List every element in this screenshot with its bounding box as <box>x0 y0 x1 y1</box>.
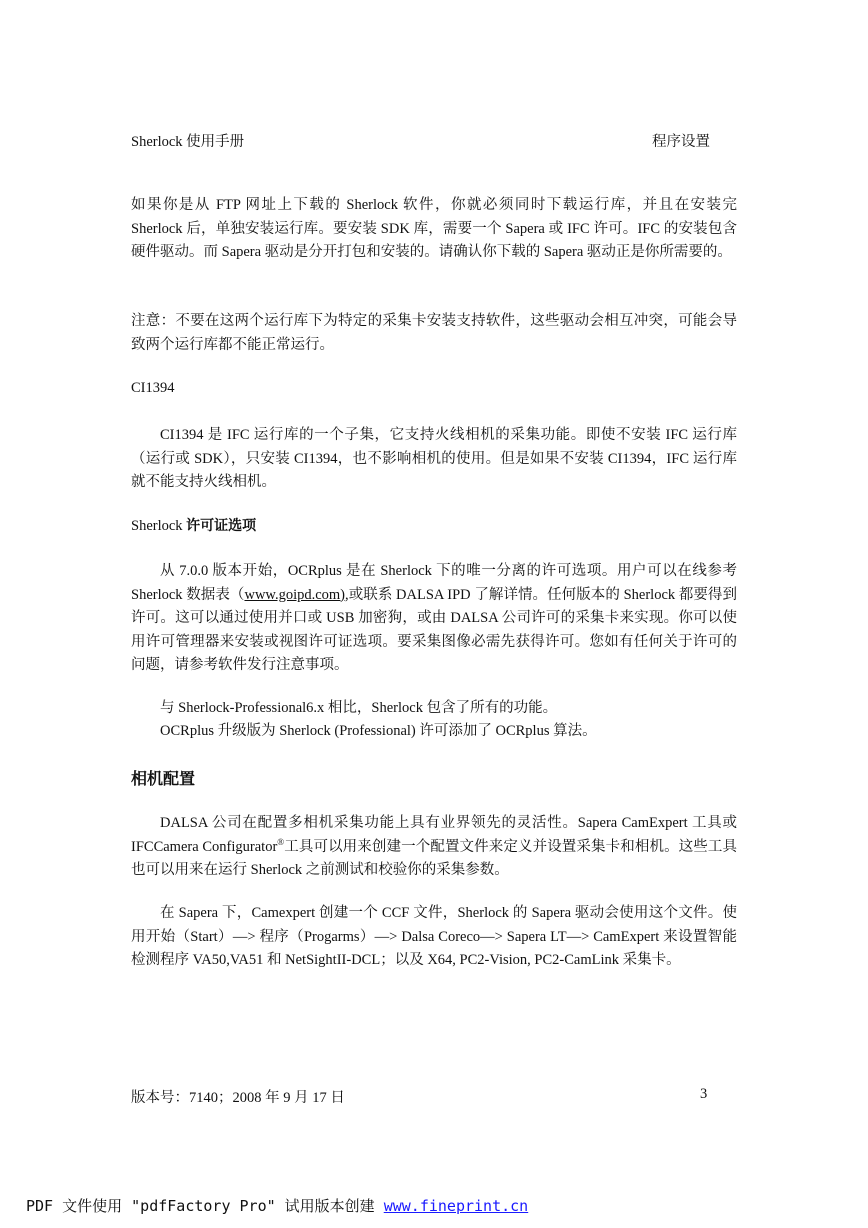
goipd-link[interactable]: www.goipd.com) <box>244 586 346 603</box>
ocrplus-upgrade-line: OCRplus 升级版为 Sherlock (Professional) 许可添加了 OCRplus 算法。 <box>160 723 597 739</box>
paragraph-camera-config <box>131 812 737 883</box>
camera-config-heading: 相机配置 <box>131 769 196 788</box>
license-heading-label: 许可证选项 <box>186 518 257 534</box>
paragraph-note: 注意：不要在这两个运行库下为特定的采集卡安装支持软件，这些驱动会相互冲突，可能会导致两个运行库都不能正常运行。 <box>131 313 737 353</box>
pdf-factory-footer <box>26 1195 528 1216</box>
paragraph-camexpert: 在 Sapera 下，Camexpert 创建一个 CCF 文件，Sherlock 的 Sapera 驱动会使用这个文件。使用开始（Start）—> 程序（Progarms）—> Dalsa Coreco—> Sapera LT—> CamExpert 来设置智能检测程序 VA50,VA51 和 NetSightII-DCL；以及 X64, PC2-Vision, PC2-CamLink 采集卡。 <box>131 905 737 968</box>
version-footer: 版本号：7140；2008 年 9 月 17 日 <box>131 1090 345 1106</box>
page-number: 3 <box>700 1086 708 1102</box>
header-title: Sherlock 使用手册 <box>131 134 245 150</box>
license-text-2: ,或联系 DALSA IPD 了解详情。任何版本的 Sherlock 都要得到许可。这可以通过使用并口或 USB 加密狗，或由 DALSA 公司许可的采集卡来实现。你可以使用许可管理器来安装或视图许可证选项。要采集图像必需先获得许可。您如有任何关于许可的问题，请参考软件发行注意事项。 <box>131 586 737 673</box>
professional-comparison-line: 与 Sherlock-Professional6.x 相比，Sherlock 包含了所有的功能。 <box>160 700 558 716</box>
paragraph-ci1394: CI1394 是 IFC 运行库的一个子集，它支持火线相机的采集功能。即使不安装 IFC 运行库（运行或 SDK），只安装 CI1394，也不影响相机的使用。但是如果不安装 CI1394，IFC 运行库就不能支持火线相机。 <box>131 427 737 490</box>
paragraph-ftp-download: 如果你是从 FTP 网址上下载的 Sherlock 软件，你就必须同时下载运行库，并且在安装完Sherlock 后，单独安装运行库。要安装 SDK 库，需要一个 Sapera 或 IFC 许可。IFC 的安装包含硬件驱动。而 Sapera 驱动是分开打包和安装的。请确认你下载的 Sapera 驱动正是你所需要的。 <box>131 197 737 260</box>
license-heading-product: Sherlock <box>131 518 187 534</box>
pdf-factory-text: PDF 文件使用 "pdfFactory Pro" 试用版本创建 <box>26 1197 384 1215</box>
registered-mark: ® <box>277 836 285 847</box>
paragraph-license <box>131 560 737 678</box>
camera-config-text-2: 工具可以用来创建一个配置文件来定义并设置采集卡和相机。这些工具也可以用来在运行 Sherlock 之前测试和校验你的采集参数。 <box>131 838 737 878</box>
header-section: 程序设置 <box>652 134 710 150</box>
license-text-1: 从 7.0.0 版本开始，OCRplus 是在 Sherlock 下的唯一分离的许可选项。用户可以在线参考 Sherlock 数据表（ <box>131 563 737 603</box>
license-heading <box>131 515 256 535</box>
camera-config-text-1: DALSA 公司在配置多相机采集功能上具有业界领先的灵活性。Sapera CamExpert 工具或 IFCCamera Configurator <box>131 815 737 855</box>
ci1394-heading: CI1394 <box>131 380 175 396</box>
fineprint-link[interactable]: www.fineprint.cn <box>383 1197 529 1215</box>
